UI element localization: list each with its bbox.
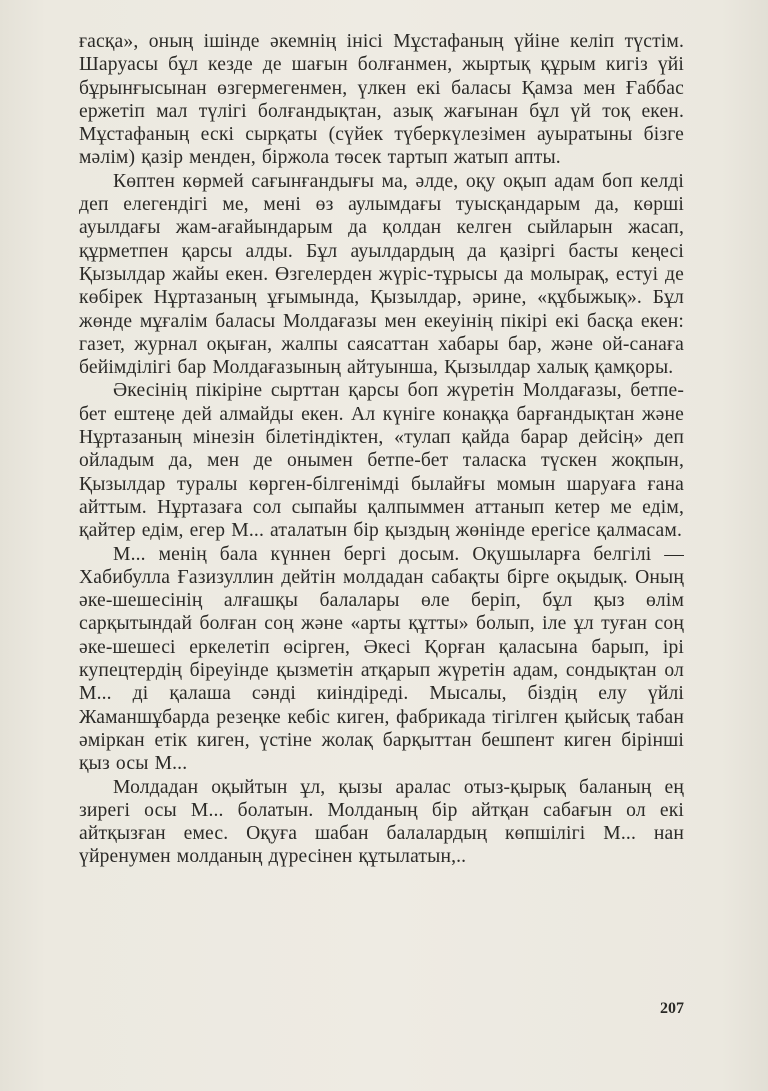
- paragraph-5: Молдадан оқыйтын ұл, қызы аралас отыз-қырық баланың ең зирегі осы М... болатын. Молданың бір айтқан сабағын ол екі айтқызған емес. Оқуға шабан балалардың көпшілігі М... нан үйренумен молданың дүресінен құтылатын,..: [79, 776, 684, 868]
- paragraph-3: Әкесінің пікіріне сырттан қарсы боп жүретін Молдағазы, бетпе-бет ештеңе дей алмайды екен. Ал күніге конаққа барғандықтан және Нұртазаның мінезін білетіндіктен, «тулап қайда барар дейсің» деп ойладым да, мен де онымен бетпе-бет таласка түскен жоқпын, Қызылдар туралы көрген-білгенімді былайғы момын шаруаға ғана айттым. Нұртазаға сол сыпайы қалпыммен аттанып кетер ме едім, қайтер едім, егер М... аталатын бір қыздың жөнінде ерегісе қалмасам.: [79, 380, 684, 542]
- paragraph-1: ғасқа», оның ішінде әкемнің інісі Мұстафаның үйіне келіп түстім. Шаруасы бұл кезде де шағын болғанмен, жыртық құрым кигіз үйі бұрынғысынан өзгермегенмен, үлкен екі баласы Қамза мен Ғаббас ержетіп мал түлігі болғандықтан, азық жағынан бұл үй тоқ екен. Мұстафаның ескі сырқаты (сүйек түберкүлезімен ауыратыны бізге мәлім) қазір менден, біржола төсек тартып жатып апты.: [79, 31, 684, 169]
- paragraph-4: М... менің бала күннен бергі досым. Оқушыларға белгілі — Хабибулла Ғазизуллин дейтін молдадан сабақты бірге оқыдық. Оның әке-шешесінің алғашқы балалары өле беріп, бұл қыз өлім сарқытындай болған соң және «арты құтты» болып, іле ұл туған соң әке-шешесі еркелетіп өсірген, Әкесі Қорған қаласына барып, ірі купецтердің біреуінде қызметін атқарып жүретін адам, сондықтан ол М... ді қалаша сәнді киіндіреді. Мысалы, біздің елу үйлі Жаманшұбарда резеңке кебіс киген, фабрикада тігілген қыйсық табан әміркан етік киген, үстіне жолақ барқыттан бешпент киген бірінші қыз осы М...: [79, 543, 684, 775]
- paragraph-2: Көптен көрмей сағынғандығы ма, әлде, оқу оқып адам боп келді деп елегендігі ме, мені өз аулымдағы туысқандарым да, көрші ауылдағы жам-ағайындарым да қолдан келген сыйларын жасап, құрметпен қарсы алды. Бұл ауылдардың да қазіргі басты кеңесі Қызылдар жайы екен. Өзгелерден жүріс-тұрысы да молырақ, естуі де көбірек Нұртазаның ұғымында, Қызылдар, әрине, «құбыжық». Бұл жөнде мұғалім баласы Молдағазы мен екеуінің пікірі екі басқа екен: газет, журнал оқыған, жалпы саясаттан хабары бар, және ой-санаға бейімділігі бар Молдағазының айтуынша, Қызылдар халық қамқоры.: [79, 170, 684, 379]
- page-number: 207: [660, 1000, 684, 1017]
- body-text: [79, 30, 684, 869]
